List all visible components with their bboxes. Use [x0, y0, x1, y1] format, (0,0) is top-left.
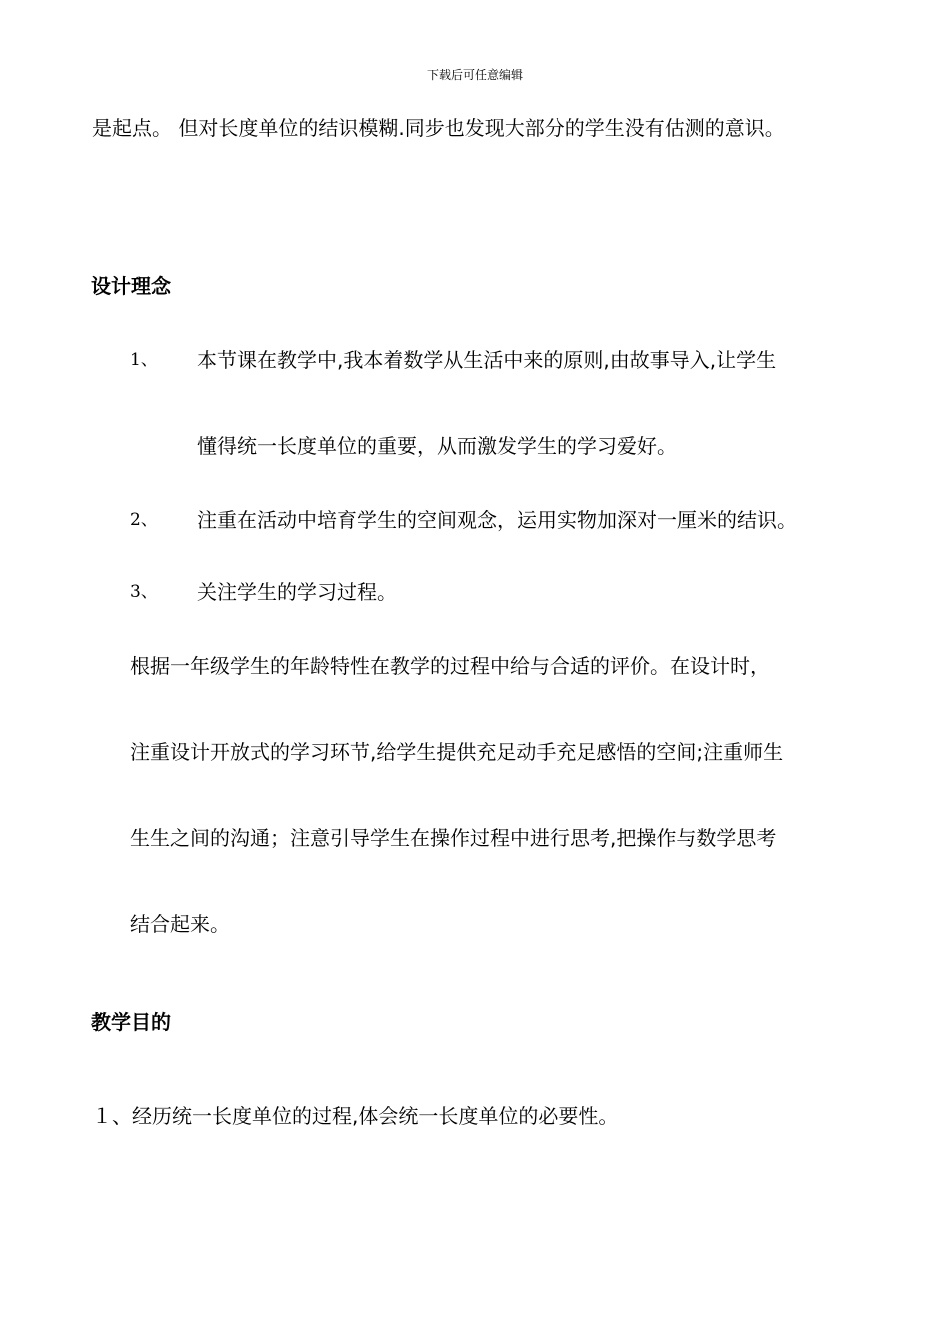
design-item-3-number: 3、	[130, 582, 158, 602]
design-paragraph-line-2: 注重设计开放式的学习环节,给学生提供充足动手充足感悟的空间;注重师生	[130, 740, 784, 764]
design-item-1-line1: 本节课在教学中,我本着数学从生活中来的原则,由故事导入,让学生	[197, 348, 777, 372]
page-header: 下载后可任意编辑	[426, 68, 523, 82]
design-paragraph-line-3: 生生之间的沟通；注意引导学生在操作过程中进行思考,把操作与数学思考	[130, 826, 777, 850]
goals-heading: 教学目的	[91, 1010, 171, 1034]
design-paragraph-line-1: 根据一年级学生的年龄特性在教学的过程中给与合适的评价。在设计时，	[130, 654, 770, 678]
design-item-1-number: 1、	[130, 350, 158, 370]
goals-item-1: １、经历统一长度单位的过程,体会统一长度单位的必要性。	[92, 1104, 619, 1128]
design-item-3-line1: 关注学生的学习过程。	[197, 580, 397, 604]
design-item-2-number: 2、	[130, 510, 158, 530]
intro-line: 是起点。 但对长度单位的结识模糊.同步也发现大部分的学生没有估测的意识。	[92, 116, 785, 140]
design-paragraph-line-4: 结合起来。	[130, 912, 230, 936]
design-item-1-line2: 懂得统一长度单位的重要，从而激发学生的学习爱好。	[197, 434, 677, 458]
design-item-2-line1: 注重在活动中培育学生的空间观念，运用实物加深对一厘米的结识。	[197, 508, 797, 532]
design-heading: 设计理念	[91, 274, 171, 298]
